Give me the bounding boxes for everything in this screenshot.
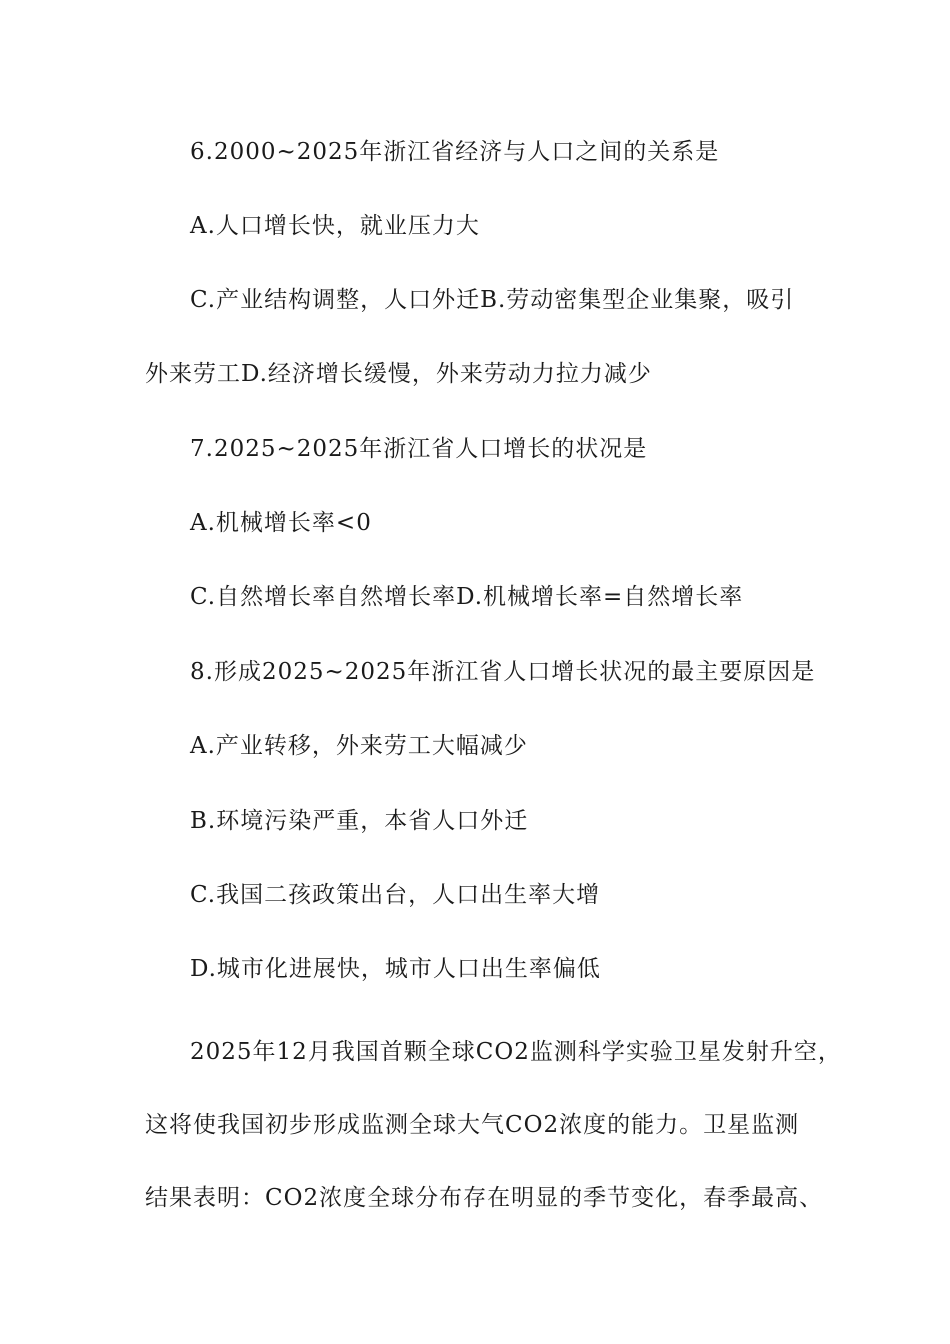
question-6-options-continued: 外来劳工D.经济增长缓慢，外来劳动力拉力减少: [145, 361, 652, 387]
question-8-stem: 8.形成2025~2025年浙江省人口增长状况的最主要原因是: [190, 659, 816, 685]
question-7-option-a: A.机械增长率<0: [190, 510, 372, 536]
question-6-options-c-b: C.产业结构调整，人口外迁B.劳动密集型企业集聚，吸引: [190, 287, 795, 313]
passage-paragraph-line-2: 这将使我国初步形成监测全球大气CO2浓度的能力。卫星监测: [145, 1112, 800, 1138]
question-8-option-b: B.环境污染严重，本省人口外迁: [190, 808, 529, 834]
question-8-option-d: D.城市化进展快，城市人口出生率偏低: [190, 956, 601, 982]
question-7-options-c-d: C.自然增长率自然增长率D.机械增长率=自然增长率: [190, 584, 744, 610]
question-8-option-a: A.产业转移，外来劳工大幅减少: [190, 733, 528, 759]
passage-paragraph-line-1: 2025年12月我国首颗全球CO2监测科学实验卫星发射升空，: [190, 1039, 842, 1065]
question-7-stem: 7.2025~2025年浙江省人口增长的状况是: [190, 436, 648, 462]
question-6-option-a: A.人口增长快，就业压力大: [190, 213, 480, 239]
question-6-stem: 6.2000~2025年浙江省经济与人口之间的关系是: [190, 139, 720, 165]
question-8-option-c: C.我国二孩政策出台，人口出生率大增: [190, 882, 601, 908]
passage-paragraph-line-3: 结果表明：CO2浓度全球分布存在明显的季节变化，春季最高、: [145, 1185, 824, 1211]
